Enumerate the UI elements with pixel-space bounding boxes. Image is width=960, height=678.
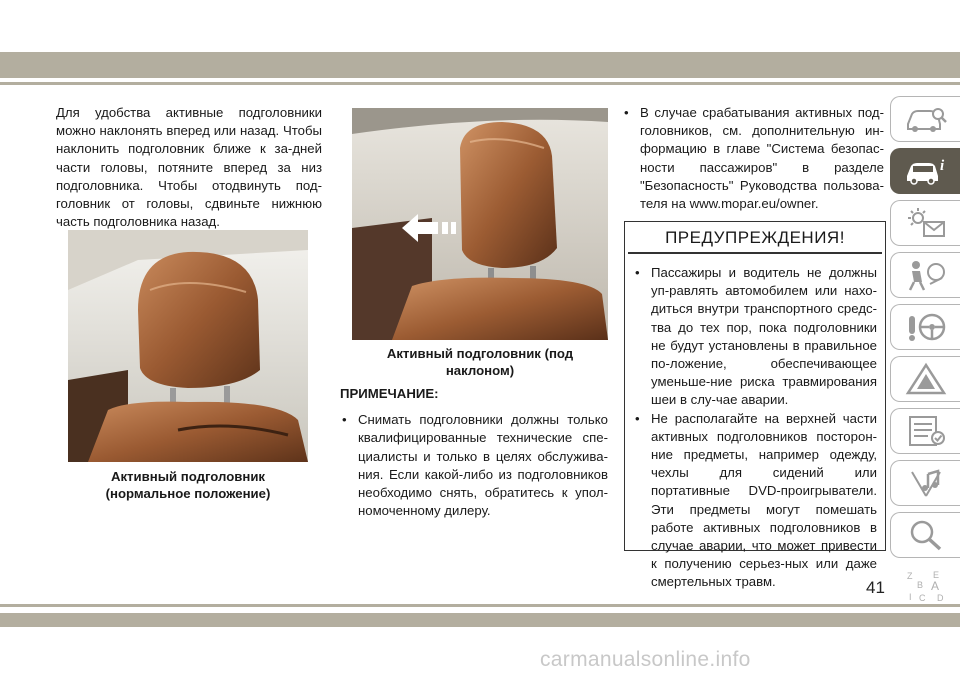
chapter-tabs xyxy=(890,96,960,610)
figure1-caption-line2: (нормальное положение) xyxy=(105,486,271,501)
svg-text:B: B xyxy=(917,580,924,590)
svg-text:D: D xyxy=(937,593,944,603)
tab-multimedia[interactable] xyxy=(890,460,960,506)
warning-item: • Пассажиры и водитель не должны уп-равлять автомобилем или нахо-диться внутри транспортного средс-тва до тех пор, пока подголовники не будут установлены в правильное по-ложение, обеспечивающее уменьше-ние риска травмирования шеи в слу-чае аварии. xyxy=(633,264,877,410)
notes-list xyxy=(340,411,608,520)
footer-rule xyxy=(0,604,960,607)
warning-title: ПРЕДУПРЕЖДЕНИЯ! xyxy=(628,222,882,254)
footer-band xyxy=(0,613,960,627)
svg-text:C: C xyxy=(919,593,926,603)
roadside-triangle-icon xyxy=(904,362,948,396)
figure1-caption xyxy=(68,468,308,502)
page-number: 41 xyxy=(866,578,885,597)
tab-warning-lights[interactable] xyxy=(890,200,960,246)
notes-title: ПРИМЕЧАНИЕ: xyxy=(340,386,439,401)
intro-paragraph: Для удобства активные подголовники можно наклонять вперед или назад. Чтобы наклонить подголовник ближе к за-дней части головы, потяните вперед за низ подголовника. Чтобы отодвинуть под-головник от головы, сдвиньте нижнюю часть подголовника назад. xyxy=(56,105,322,230)
intro-column xyxy=(56,104,322,231)
car-search-icon xyxy=(904,102,948,136)
notes-section xyxy=(340,385,608,520)
warning-item: • Не располагайте на верхней части активных подголовников посторон-ние предметы, например одежду, чехлы для сидений или портативные DVD-проигрыватели. Эти предметы могут помешать работе активных подголовников в случае аварии, что может привести к получению серьез-ных или даже смертельных травм. xyxy=(633,410,877,592)
tab-safety[interactable] xyxy=(890,252,960,298)
figure2-caption-line2: наклоном) xyxy=(445,363,515,378)
warning-lights-message-icon xyxy=(904,206,948,240)
figure2-caption xyxy=(352,345,608,379)
watermark-text: carmanualsonline.info xyxy=(540,648,751,671)
reference-list xyxy=(622,104,884,213)
tab-car-search[interactable] xyxy=(890,96,960,142)
headrest-tilted-photo xyxy=(352,108,608,340)
headrest-tilted-illustration xyxy=(352,108,608,340)
warning-body xyxy=(625,254,885,592)
tab-service[interactable] xyxy=(890,408,960,454)
svg-text:E: E xyxy=(933,570,940,580)
notes-item: • Снимать подголовники должны только квалифицированные технические спе-циалисты и только в целях обслужива-ния. Если какой-либо из подголовников необходимо снять, обратитесь к упол-номоченному дилеру. xyxy=(340,411,608,520)
multimedia-music-icon xyxy=(904,466,948,500)
reference-item: • В случае срабатывания активных под-головников, см. дополнительную ин-формацию в главе "Система безопас-ности пассажиров" в разделе "Безопасность" Руководства пользова-теля на www.mopar.eu/owner. xyxy=(622,104,884,213)
tab-emergency[interactable] xyxy=(890,356,960,402)
search-magnifier-icon xyxy=(904,518,948,552)
reference-section xyxy=(622,104,884,213)
svg-text:A: A xyxy=(931,579,940,593)
safety-airbag-icon xyxy=(904,258,948,292)
steering-wheel-icon xyxy=(904,310,948,344)
warning-list xyxy=(633,264,877,592)
figure2-caption-line1: Активный подголовник (под xyxy=(386,346,574,361)
svg-text:Z: Z xyxy=(907,571,913,581)
car-info-icon xyxy=(904,154,948,188)
service-checklist-icon xyxy=(904,414,948,448)
tab-index-search[interactable] xyxy=(890,512,960,558)
tab-start-operate[interactable] xyxy=(890,304,960,350)
header-band xyxy=(0,52,960,78)
headrest-normal-illustration xyxy=(68,230,308,462)
tab-car-info[interactable] xyxy=(890,148,960,194)
svg-text:I: I xyxy=(909,592,912,602)
figure1-caption-line1: Активный подголовник xyxy=(110,469,266,484)
header-rule xyxy=(0,82,960,85)
svg-text:i: i xyxy=(939,158,944,174)
headrest-normal-photo xyxy=(68,230,308,462)
